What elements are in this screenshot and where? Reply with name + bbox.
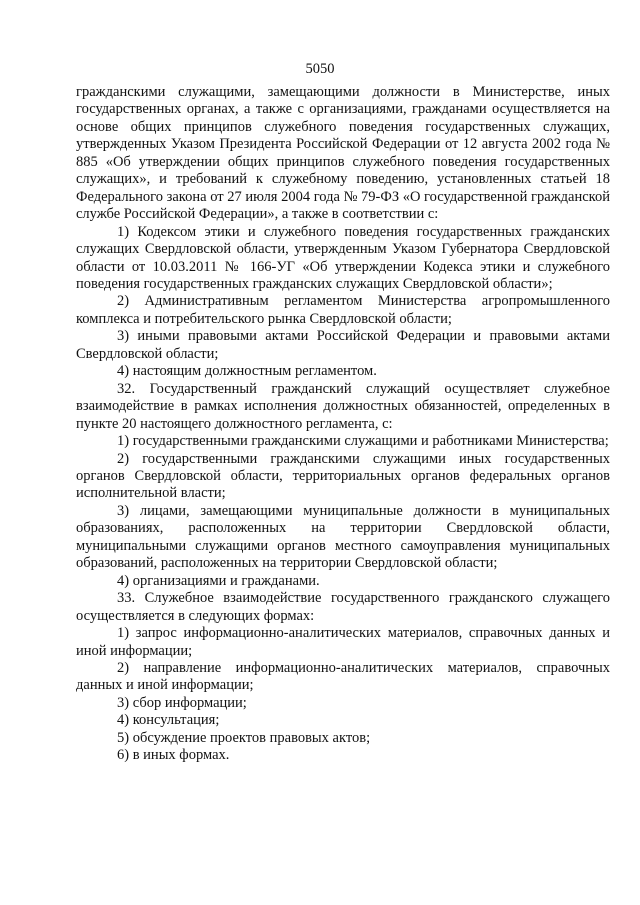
list-item-organizations-citizens: 4) организациями и гражданами. (117, 572, 320, 589)
list-item-ministry-employees: 1) государственными гражданскими служащими и работниками Министерства; (117, 433, 609, 450)
list-item-other-state-bodies: 2) государственными гражданскими служащими иных государственных органов Свердловской области, территориальных органов федеральных органов исполнительной власти; (76, 450, 610, 502)
list-item-admin-regulation: 2) Административным регламентом Министерства агропромышленного комплекса и потребительского рынка Свердловской области; (76, 293, 610, 327)
section-32-paragraph: 32. Государственный гражданский служащий осуществляет служебное взаимодействие в рамках исполнения должностных обязанностей, определенных в пункте 20 настоящего должностного регламента, с: (76, 380, 610, 432)
paragraph-continuation: гражданскими служащими, замещающими должности в Министерстве, иных государственных органах, а также с организациями, гражданами осуществляется на основе общих принципов служебного поведения государственных служащих, утвержденных Указом Президента Российской Федерации от 12 августа 2002 года № 885 «Об утверждении общих принципов служебного поведения государственных служащих», и требований к служебному поведению, установленных статьей 18 Федерального закона от 27 июля 2004 года № 79-ФЗ «О государственной гражданской службе Российской Федерации», а также в соответствии с: (76, 84, 611, 223)
section-33-paragraph: 33. Служебное взаимодействие государственного гражданского служащего осуществляется в следующих формах: (76, 590, 610, 624)
list-item-collect-info: 3) сбор информации; (117, 694, 247, 711)
list-item-code-of-ethics: 1) Кодексом этики и служебного поведения государственных гражданских служащих Свердловской области, утвержденным Указом Губернатора Свердловской области от 10.03.2011 № 166-УГ «Об утверждении Кодекса этики и служебного поведения государственных гражданских служащих Свердловской области»; (76, 223, 610, 292)
list-item-request-materials: 1) запрос информационно-аналитических материалов, справочных данных и иной информации; (76, 625, 610, 659)
list-item-consultation: 4) консультация; (117, 712, 220, 729)
list-item-job-regulation: 4) настоящим должностным регламентом. (117, 363, 377, 380)
list-item-municipal-officials: 3) лицами, замещающими муниципальные должности в муниципальных образованиях, расположенных на территории Свердловской области, муниципальными служащими органов местного самоуправления муниципальных образований, расположенных на территории Свердловской области; (76, 502, 610, 572)
page-number: 5050 (305, 61, 335, 77)
list-item-other-legal-acts: 3) иными правовыми актами Российской Федерации и правовыми актами Свердловской области; (76, 328, 610, 362)
document-body (76, 84, 610, 765)
list-item-send-materials: 2) направление информационно-аналитических материалов, справочных данных и иной информации; (76, 659, 610, 694)
list-item-other-forms: 6) в иных формах. (117, 747, 230, 764)
list-item-discuss-drafts: 5) обсуждение проектов правовых актов; (117, 729, 371, 746)
